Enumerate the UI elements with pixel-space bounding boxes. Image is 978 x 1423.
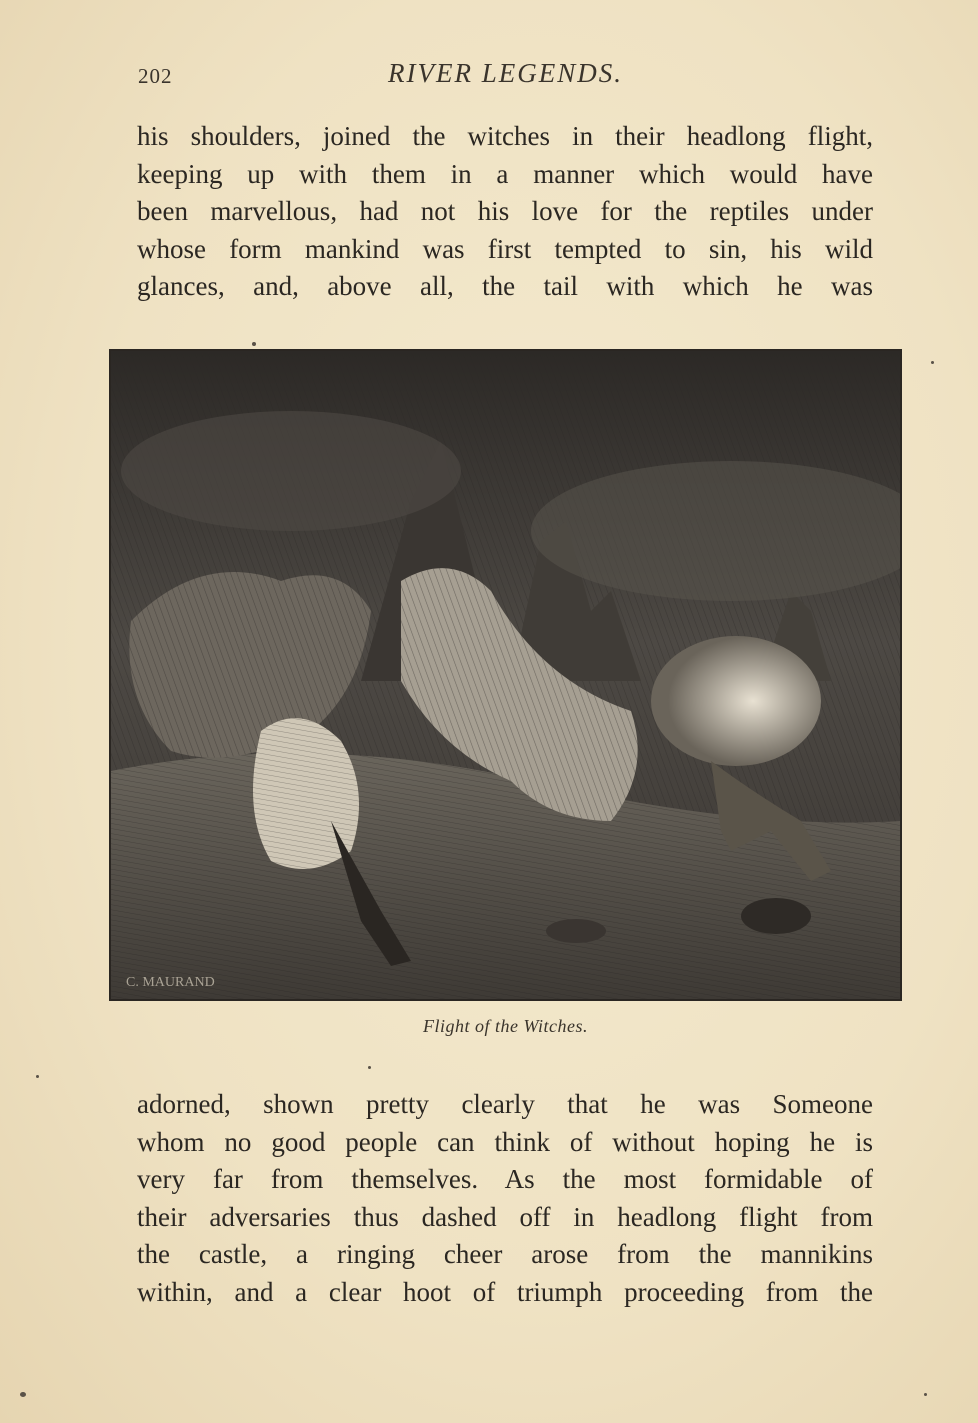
- paper-speck: [20, 1392, 26, 1397]
- page-number: 202: [138, 64, 173, 88]
- body-text-top: [137, 118, 873, 306]
- paper-speck: [931, 361, 934, 364]
- engraving-illustration: [109, 349, 902, 1001]
- figure-caption: Flight of the Witches.: [423, 1016, 588, 1036]
- text-line: whom no good people can think of without hoping he is: [137, 1126, 873, 1157]
- text-line: his shoulders, joined the witches in their headlong flight,: [137, 121, 873, 151]
- text-line: their adversaries thus dashed off in headlong flight from: [137, 1201, 873, 1232]
- paper-speck: [252, 342, 256, 346]
- paper-speck: [368, 1066, 371, 1069]
- text-line: very far from themselves. As the most formidable of: [137, 1164, 873, 1194]
- engraving-artwork: [111, 351, 900, 999]
- text-line: adorned, shown pretty clearly that he was Someone: [137, 1089, 873, 1119]
- text-line: keeping up with them in a manner which would have: [137, 158, 873, 189]
- text-line: been marvellous, had not his love for the reptiles under: [137, 196, 873, 226]
- text-line: within, and a clear hoot of triumph proceeding from the: [137, 1276, 873, 1307]
- text-line: whose form mankind was first tempted to sin, his wild: [137, 233, 873, 264]
- text-line: the castle, a ringing cheer arose from the mannikins: [137, 1239, 873, 1269]
- engraver-signature: C. MAURAND: [126, 975, 215, 990]
- page-header: [138, 58, 873, 94]
- body-text-bottom: [137, 1086, 873, 1311]
- text-line: glances, and, above all, the tail with which he was: [137, 271, 873, 301]
- paper-speck: [924, 1393, 927, 1396]
- paper-speck: [36, 1075, 39, 1078]
- running-title: RIVER LEGENDS.: [388, 58, 623, 88]
